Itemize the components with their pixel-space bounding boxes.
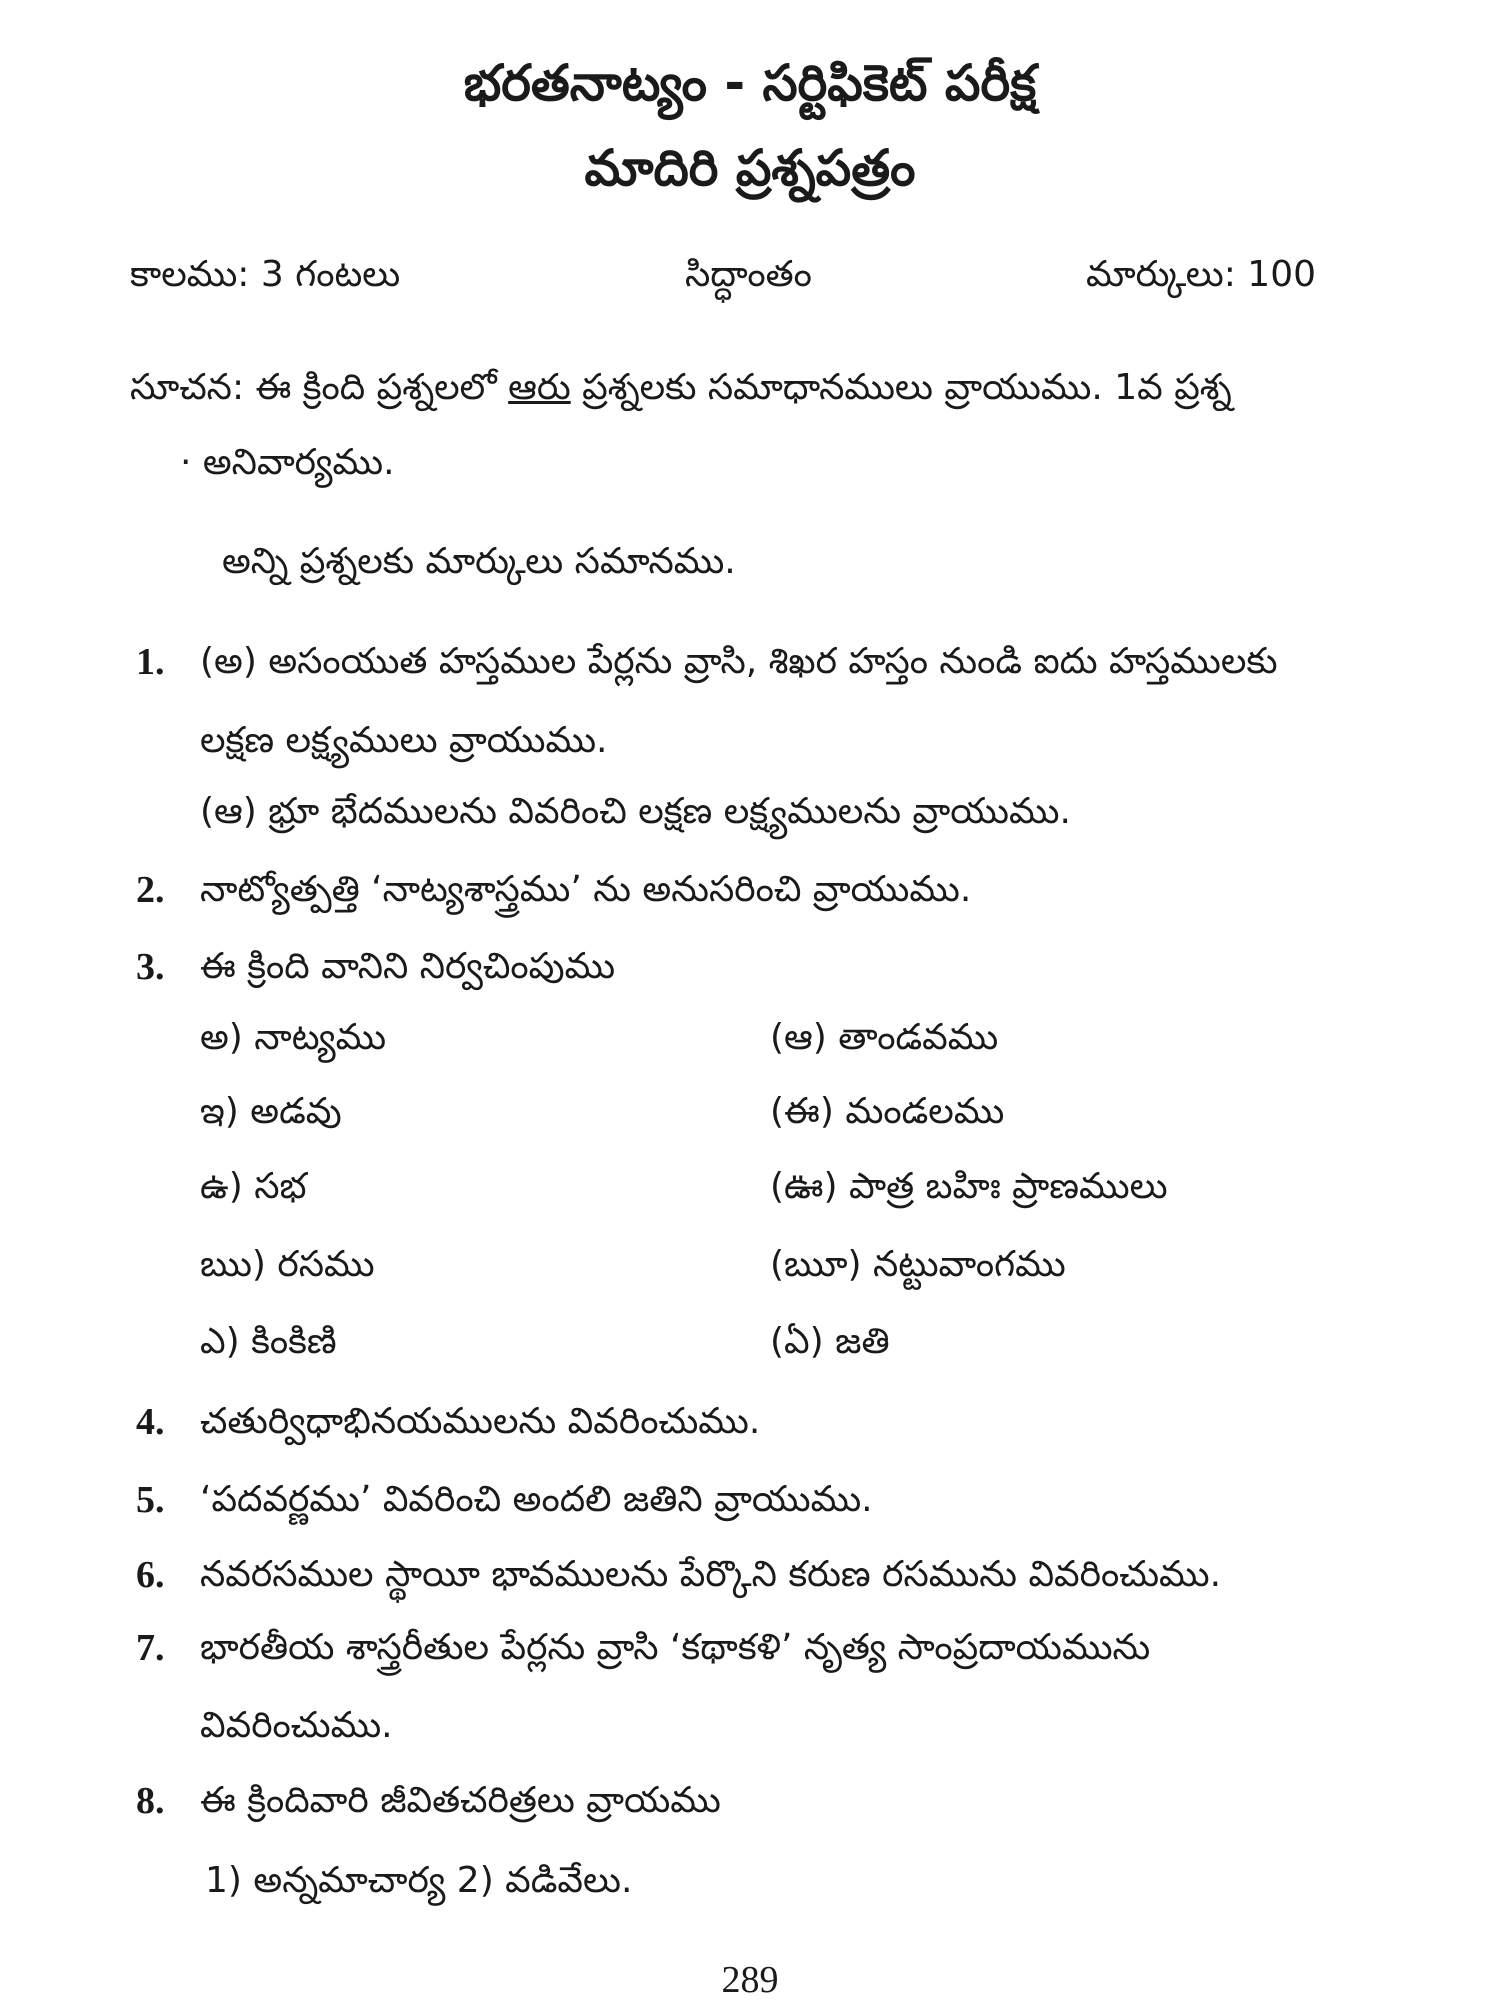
instructions-line [130,363,1232,413]
exam-duration: కాలము: 3 గంటలు [130,254,401,295]
question-text: ఈ క్రింది వానిని నిర్వచింపుము [200,946,616,987]
option-item: అ) నాట్యము [200,1017,387,1058]
option-item: ఋ) రసము [200,1244,375,1285]
page-number: 289 [721,1959,779,2001]
option-item: (ఆ) తాండవము [770,1017,999,1058]
question-text: నవరసముల స్థాయీ భావములను పేర్కొని కరుణ రసమును వివరించుము. [200,1554,1222,1595]
option-item: (ౠ) నట్టువాంగము [770,1244,1066,1285]
option-item: (ఊ) పాత్ర బహిః ప్రాణములు [770,1166,1168,1207]
option-item: ఇ) అడవు [200,1091,342,1132]
question-number: 7. [136,1627,165,1669]
question-number: 1. [136,641,165,683]
question-text: (అ) అసంయుత హస్తముల పేర్లను వ్రాసి, శిఖర హస్తం నుండి ఐదు హస్తములకు [200,641,1278,682]
question-number: 2. [136,869,165,911]
question-text: భారతీయ శాస్త్రరీతుల పేర్లను వ్రాసి ‘కథాకళి’ నృత్య సాంప్రదాయమును [200,1627,1151,1668]
question-text: ‘పదవర్ణము’ వివరించి అందలి జతిని వ్రాయుము. [200,1479,873,1520]
total-marks: మార్కులు: 100 [1086,254,1317,295]
instructions-prefix: సూచన: ఈ క్రింది ప్రశ్నలలో [130,367,509,408]
instructions-line-2: · అనివార్యము. [180,442,395,483]
question-text: ఈ క్రిందివారి జీవితచరిత్రలు వ్రాయము [200,1780,721,1821]
document-title: భరతనాట్యం - సర్టిఫికెట్ పరీక్ష [463,54,1037,112]
document-subtitle: మాదిరి ప్రశ్నపత్రం [584,139,916,197]
instructions-suffix: ప్రశ్నలకు సమాధానములు వ్రాయుము. 1వ ప్రశ్న [570,367,1232,408]
option-item: (ఏ) జతి [770,1321,890,1362]
question-text: లక్షణ లక్ష్యములు వ్రాయుము. [200,720,608,761]
option-item: (ఈ) మండలము [770,1091,1005,1132]
instructions-underlined: ఆరు [508,367,571,408]
question-text: 1) అన్నమాచార్య 2) వడివేలు. [205,1860,633,1901]
question-text: (ఆ) భ్రూ భేదములను వివరించి లక్షణ లక్ష్యములను వ్రాయుము. [200,791,1071,832]
question-number: 5. [136,1479,165,1521]
question-text: నాట్యోత్పత్తి ‘నాట్యశాస్త్రము’ ను అనుసరించి వ్రాయుము. [200,869,972,910]
question-text: చతుర్విధాభినయములను వివరించుము. [200,1401,761,1442]
option-item: ఎ) కింకిణి [200,1321,337,1362]
question-number: 6. [136,1554,165,1596]
question-number: 3. [136,946,165,988]
paper-type: సిద్ధాంతం [685,254,812,295]
question-text: వివరించుము. [200,1705,393,1746]
option-item: ఉ) సభ [200,1166,307,1207]
question-number: 8. [136,1780,165,1822]
instructions-line-3: అన్ని ప్రశ్నలకు మార్కులు సమానము. [222,541,736,582]
question-number: 4. [136,1401,165,1443]
